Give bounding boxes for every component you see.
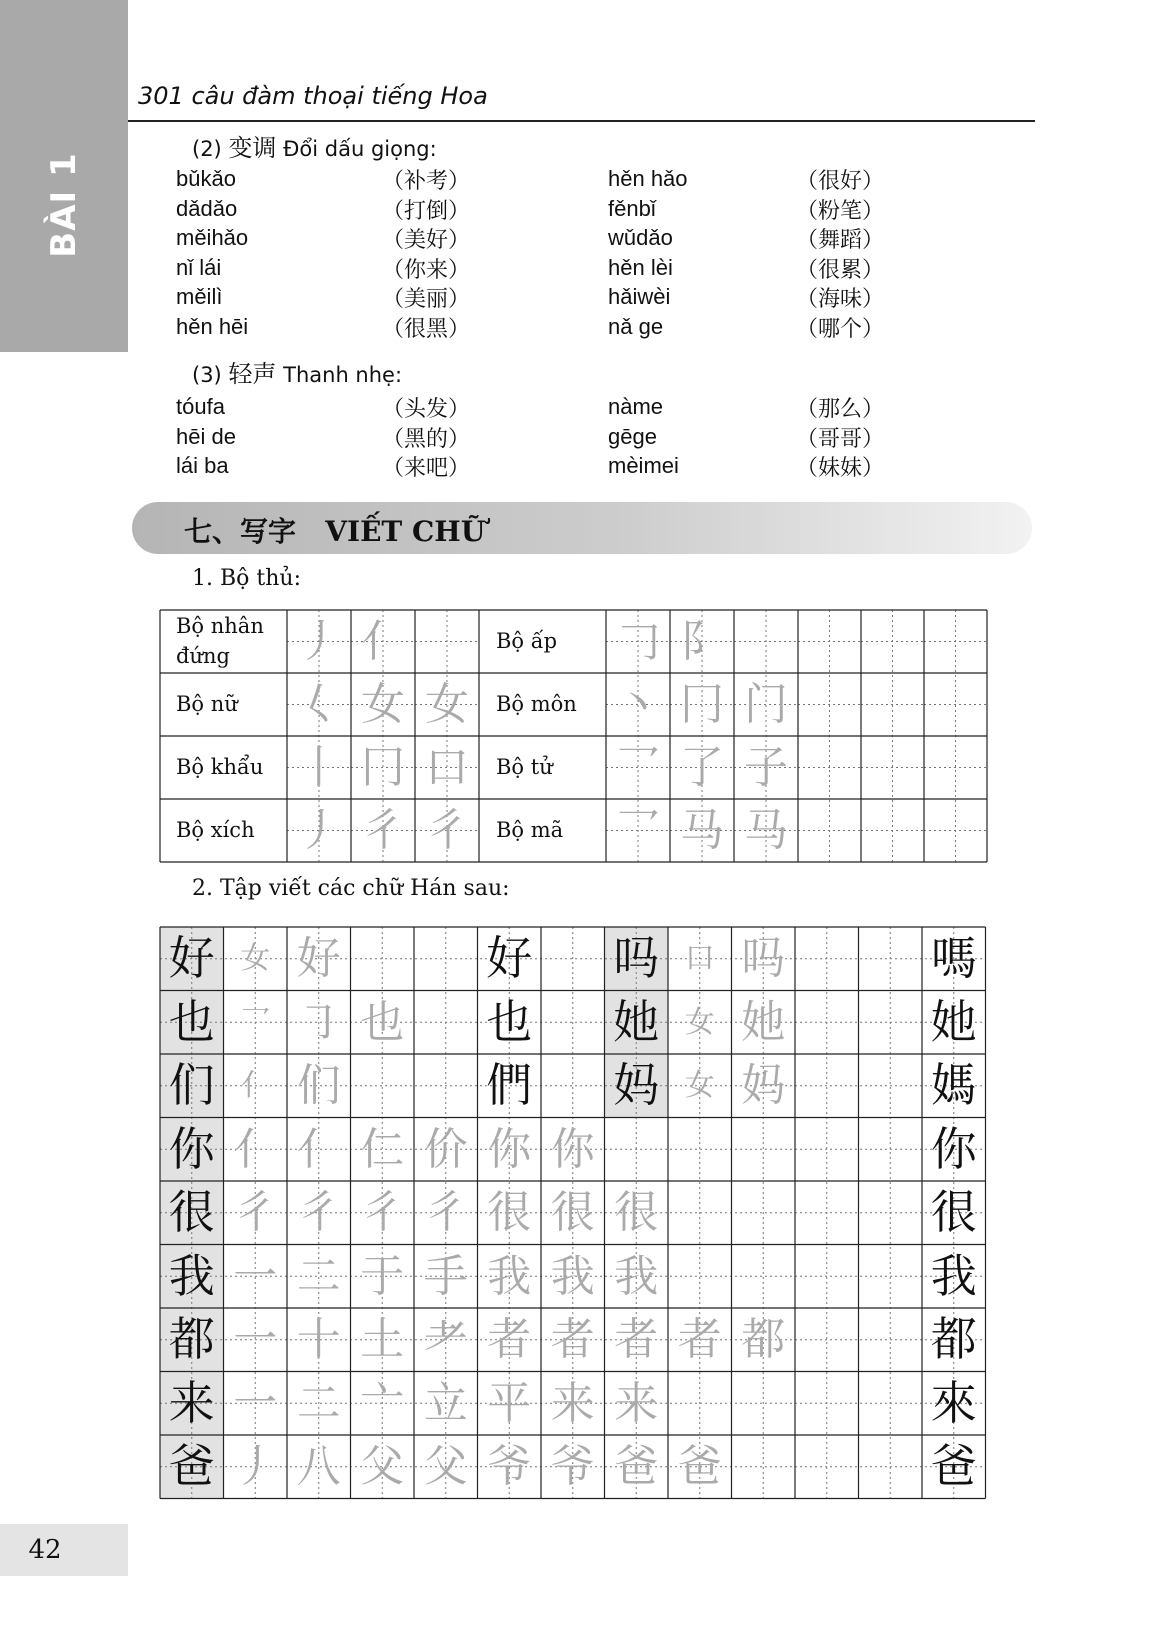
word-hanzi: （舞蹈） (796, 228, 885, 253)
radical-stroke: 丿 (297, 805, 341, 856)
trace-stroke: 我 (614, 1250, 659, 1302)
trace-stroke: 丿 (233, 1441, 278, 1492)
trace-stroke: 很 (614, 1187, 659, 1238)
trace-stroke: 手 (423, 1250, 468, 1302)
word-hanzi: （补考） (382, 169, 471, 194)
trace-stroke: 彳 (296, 1187, 341, 1238)
trace-stroke: 八 (296, 1441, 341, 1492)
radical-stroke: 丶 (616, 679, 660, 730)
radical-stroke: 冂 (680, 679, 724, 730)
radical-stroke: 彳 (361, 805, 405, 856)
word-hanzi: （美好） (382, 228, 471, 253)
model-character: 很 (168, 1185, 215, 1239)
chapter-label: BÀI 1 (44, 152, 84, 258)
word-pinyin: nǎ ge (608, 313, 664, 339)
radical-stroke: 亻 (361, 616, 405, 667)
trace-stroke: 很 (487, 1187, 532, 1238)
radical-label: Bộ mã (496, 818, 564, 842)
radical-stroke: 彳 (425, 805, 469, 856)
model-character: 爸 (168, 1439, 215, 1493)
traditional-character: 嗎 (930, 931, 977, 985)
trace-stroke: 一 (233, 1377, 278, 1429)
traditional-character: 們 (486, 1058, 533, 1112)
word-pinyin: dǎdǎo (176, 195, 238, 221)
section-2-hanzi: 变调 (228, 134, 277, 162)
trace-stroke: 女 (684, 1004, 715, 1040)
model-character: 我 (168, 1248, 215, 1303)
word-pinyin: měilì (176, 284, 223, 309)
section-2-label: Đổi dấu giọng: (283, 137, 437, 161)
page-number: 42 (28, 1535, 62, 1565)
word-pinyin: lái ba (176, 453, 229, 478)
radical-stroke: 女 (361, 679, 405, 730)
word-hanzi: （来吧） (382, 456, 471, 481)
word-hanzi: （海味） (796, 287, 885, 312)
word-pinyin: hěn lèi (608, 254, 673, 280)
traditional-character: 你 (930, 1121, 977, 1176)
radical-stroke: 丨 (297, 742, 341, 793)
word-hanzi: （妹妹） (796, 456, 885, 481)
traditional-character: 都 (930, 1312, 977, 1366)
word-pinyin: hēi de (176, 423, 236, 449)
trace-stroke: 彳 (423, 1187, 468, 1238)
radical-stroke: 子 (744, 742, 788, 793)
word-pinyin: gēge (608, 423, 657, 449)
radical-stroke: 门 (744, 679, 788, 730)
trace-stroke: 二 (296, 1377, 341, 1429)
model-character: 们 (168, 1058, 215, 1112)
word-hanzi: （很累） (796, 257, 885, 283)
word-pinyin: tóufa (176, 394, 225, 419)
trace-stroke: 耂 (423, 1314, 468, 1365)
word-hanzi: （很黑） (382, 316, 471, 342)
trace-stroke: 爸 (677, 1441, 722, 1492)
trace-stroke: 者 (487, 1314, 532, 1365)
trace-stroke: 亻 (296, 1123, 341, 1175)
trace-stroke: 平 (487, 1377, 532, 1429)
traditional-character: 好 (486, 931, 533, 985)
trace-stroke: 爷 (487, 1441, 532, 1492)
model-character: 也 (168, 994, 215, 1049)
radical-stroke: 𡿨 (297, 679, 341, 730)
word-pinyin: nǐ lái (176, 254, 222, 280)
model-character: 好 (168, 931, 215, 985)
radical-stroke: 口 (425, 742, 469, 793)
radical-stroke: 乛 (616, 742, 660, 793)
radical-label: Bộ môn (496, 692, 577, 716)
word-pinyin: bǔkǎo (176, 166, 236, 191)
trace-stroke: 你 (487, 1123, 532, 1175)
radical-stroke: 马 (680, 805, 724, 856)
trace-stroke: 妈 (741, 1060, 786, 1111)
radical-stroke: 丿 (297, 616, 341, 667)
word-pinyin: hěn hǎo (608, 166, 688, 191)
radical-label: Bộ nhân đứng (176, 614, 264, 668)
trace-stroke: ㇆ (296, 996, 341, 1048)
traditional-character: 媽 (930, 1058, 977, 1112)
word-hanzi: （粉笔） (796, 198, 885, 224)
word-hanzi: （头发） (382, 397, 471, 422)
model-character: 她 (613, 994, 660, 1049)
trace-stroke: 者 (550, 1314, 595, 1365)
trace-stroke: 们 (296, 1060, 341, 1111)
trace-stroke: 口 (684, 941, 715, 976)
radical-label: Bộ ấp (496, 629, 558, 653)
word-pinyin: mèimei (608, 453, 679, 478)
trace-stroke: 亻 (233, 1123, 278, 1175)
radical-label: Bộ nữ (176, 692, 238, 716)
trace-stroke: 吗 (741, 933, 786, 984)
radicals-heading: 1. Bộ thủ: (192, 566, 301, 591)
radical-label: Bộ khẩu (176, 755, 264, 779)
banner-label: VIẾT CHỮ (325, 515, 486, 548)
trace-stroke: 父 (360, 1441, 405, 1492)
trace-stroke: 女 (684, 1068, 715, 1103)
section-3-number: (3) (192, 363, 222, 387)
traditional-character: 很 (930, 1185, 977, 1239)
word-pinyin: hěn hēi (176, 313, 249, 339)
running-header: 301 câu đàm thoại tiếng Hoa (138, 82, 488, 110)
word-pinyin: měihǎo (176, 225, 249, 250)
trace-stroke: 爷 (550, 1441, 595, 1492)
trace-stroke: 于 (360, 1250, 405, 1302)
radical-label: Bộ tử (496, 755, 553, 779)
trace-stroke: 你 (550, 1123, 595, 1175)
trace-stroke: 都 (741, 1314, 786, 1365)
radical-label: Bộ xích (176, 818, 255, 842)
traditional-character: 爸 (930, 1439, 977, 1493)
radical-stroke: 𠃌 (616, 616, 660, 667)
trace-stroke: 者 (677, 1314, 722, 1365)
radical-stroke: 女 (425, 679, 469, 730)
trace-stroke: 一 (233, 1250, 278, 1302)
traditional-character: 來 (930, 1375, 977, 1430)
trace-stroke: 二 (296, 1250, 341, 1302)
trace-stroke: 来 (550, 1377, 595, 1429)
trace-stroke: 价 (423, 1123, 468, 1175)
trace-stroke: 乛 (240, 1004, 271, 1040)
model-character: 都 (168, 1312, 215, 1366)
trace-stroke: 我 (487, 1250, 532, 1302)
word-hanzi: （黑的） (382, 426, 471, 452)
section-3-label: Thanh nhẹ: (283, 363, 403, 387)
trace-stroke: 彳 (233, 1187, 278, 1238)
radical-stroke: 了 (680, 742, 724, 793)
word-hanzi: （打倒） (382, 198, 471, 224)
section-3-hanzi: 轻声 (228, 360, 277, 388)
traditional-character: 我 (930, 1248, 977, 1303)
model-character: 妈 (613, 1058, 660, 1112)
word-hanzi: （那么） (796, 397, 885, 422)
radical-stroke: 阝 (680, 616, 724, 667)
word-hanzi: （哥哥） (796, 426, 885, 452)
practice-heading: 2. Tập viết các chữ Hán sau: (192, 876, 510, 901)
model-character: 你 (168, 1121, 215, 1176)
word-hanzi: （很好） (796, 169, 885, 194)
word-hanzi: （你来） (382, 257, 471, 283)
section-2-number: (2) (192, 137, 222, 161)
trace-stroke: 父 (423, 1441, 468, 1492)
trace-stroke: 亻 (240, 1068, 271, 1103)
trace-stroke: 土 (360, 1314, 405, 1365)
model-character: 来 (168, 1375, 215, 1430)
trace-stroke: 亠 (360, 1377, 405, 1429)
traditional-character: 她 (930, 994, 977, 1049)
trace-stroke: 也 (360, 996, 405, 1048)
radical-stroke: 马 (744, 805, 788, 856)
radical-stroke: 冂 (361, 742, 405, 793)
trace-stroke: 立 (423, 1377, 468, 1429)
trace-stroke: 我 (550, 1250, 595, 1302)
trace-stroke: 她 (741, 996, 786, 1048)
traditional-character: 也 (486, 994, 533, 1049)
trace-stroke: 来 (614, 1377, 659, 1429)
trace-stroke: 很 (550, 1187, 595, 1238)
trace-stroke: 仁 (360, 1123, 405, 1175)
radical-stroke: 乛 (616, 805, 660, 856)
trace-stroke: 好 (296, 933, 341, 984)
trace-stroke: 十 (296, 1314, 341, 1365)
word-pinyin: nàme (608, 394, 664, 419)
word-hanzi: （哪个） (796, 316, 885, 342)
word-pinyin: fěnbǐ (608, 195, 656, 221)
trace-stroke: 彳 (360, 1187, 405, 1238)
trace-stroke: 女 (240, 941, 271, 976)
word-pinyin: wǔdǎo (608, 225, 673, 250)
word-pinyin: hǎiwèi (608, 284, 671, 309)
trace-stroke: 者 (614, 1314, 659, 1365)
trace-stroke: 爸 (614, 1441, 659, 1492)
model-character: 吗 (613, 931, 660, 985)
trace-stroke: 一 (233, 1314, 278, 1365)
banner-hanzi: 七、写字 (184, 515, 297, 548)
word-hanzi: （美丽） (382, 287, 471, 312)
